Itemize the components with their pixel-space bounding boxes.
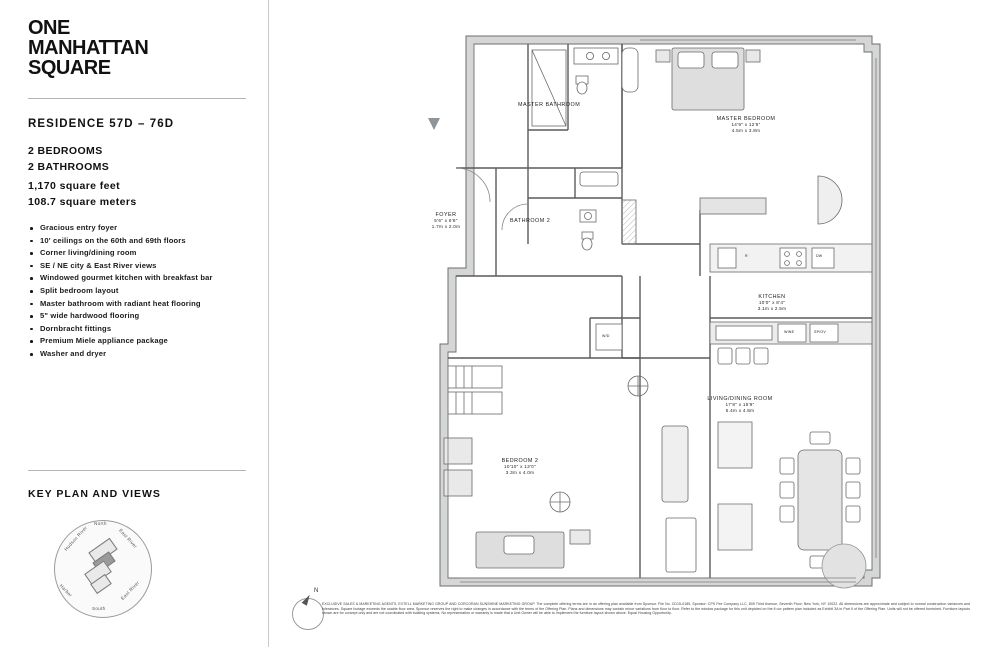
north-label: N (314, 588, 319, 594)
floor-plan (400, 18, 980, 596)
appliance-label-refrigerator: R (745, 254, 748, 258)
brand-line-3: SQUARE (28, 57, 111, 79)
room-label-master-bedroom: MASTER BEDROOM 14'9" x 12'6" 4.5m x 3.8m (716, 116, 776, 133)
residence-title: RESIDENCE 57D – 76D (28, 118, 175, 130)
room-label-foyer: FOYER 5'6" x 6'8" 1.7m x 2.0m (431, 212, 461, 229)
appliance-label-dishwasher: DW (816, 254, 823, 258)
list-item: Windowed gourmet kitchen with breakfast bar (30, 272, 260, 285)
floor-plan-drawing (400, 18, 980, 596)
brand-line-2: MANHATTAN (28, 37, 149, 59)
compass-label-east-river-bottom: East River (119, 580, 141, 601)
keyplan-title: KEY PLAN AND VIEWS (28, 488, 161, 500)
room-label-bathroom-2: BATHROOM 2 (510, 218, 551, 224)
area-sqm: 108.7 square meters (28, 196, 137, 208)
list-item: Premium Miele appliance package (30, 335, 260, 348)
list-item: Master bathroom with radiant heat flooring (30, 298, 260, 311)
list-item: Gracious entry foyer (30, 222, 260, 235)
legal-disclaimer: EXCLUSIVE SALES & MARKETING AGENTS, EXTELL MARKETING GROUP AND CORCORAN SUNSHINE MARKETING GROUP. The complete offering terms are in an offering plan available from Sponsor. File No. CD15-0185. Sponsor: CPS Fee Company LLC, 805 Third Avenue, Seventh Floor, New York, NY 10022. All dimensions are approximate and subject to normal construction variances and tolerances. Square footage exceeds the usable floor area. Sponsor reserves the right to make changes in accordance with the terms of the Offering Plan. Plans and dimensions may contain minor variations from floor to floor. Refer to the window package for this unit depicted on the fl oor pattern plan included as Exhibit 3A in Part II of the Offering Plan. Units will not be offered furnished. Furniture layouts shown are for concept only and are not coordinated with building systems. No representation or warranty is made that a Unit Owner will be able to implement the furniture layout shown above. Equal Housing Opportunity. (322, 602, 970, 616)
features-list (30, 222, 260, 361)
compass-label-harbor: Harbor (58, 583, 74, 598)
list-item: 5" wide hardwood flooring (30, 310, 260, 323)
brand-line-1: ONE (28, 17, 70, 39)
area-sqft: 1,170 square feet (28, 180, 121, 192)
appliance-label-speed-oven: SP/OV (814, 330, 826, 334)
panel-divider (268, 0, 269, 647)
appliance-label-washer-dryer: W/D (602, 334, 610, 338)
info-panel (0, 0, 268, 647)
list-item: Split bedroom layout (30, 285, 260, 298)
bathrooms-count: 2 BATHROOMS (28, 161, 110, 173)
appliance-label-wine: WINE (784, 330, 795, 334)
key-plan-diagram (42, 514, 172, 620)
list-item: Washer and dryer (30, 348, 260, 361)
compass-label-north: North (94, 521, 107, 526)
room-label-living-dining-room: LIVING/DINING ROOM 17'8" x 15'9" 5.4m x 4.8m (707, 396, 773, 413)
list-item: 10' ceilings on the 60th and 69th floors (30, 235, 260, 248)
keyplan-divider (28, 470, 246, 471)
room-label-master-bathroom: MASTER BATHROOM (518, 102, 581, 108)
compass-label-east-river-top: East River (118, 527, 139, 550)
bedrooms-count: 2 BEDROOMS (28, 145, 103, 157)
room-label-bedroom-2: BEDROOM 2 10'10" x 13'0" 3.3m x 4.0m (501, 458, 539, 475)
compass-label-hudson-river: Hudson River (63, 525, 89, 552)
residence-area (28, 178, 137, 210)
list-item: Corner living/dining room (30, 247, 260, 260)
list-item: SE / NE city & East River views (30, 260, 260, 273)
header-divider (28, 98, 246, 99)
list-item: Dornbracht fittings (30, 323, 260, 336)
room-label-kitchen: KITCHEN 10'0" x 8'4" 3.1m x 2.5m (757, 294, 787, 311)
brand-logo (28, 18, 238, 78)
compass-label-south: South (92, 606, 106, 611)
residence-specs (28, 143, 109, 175)
